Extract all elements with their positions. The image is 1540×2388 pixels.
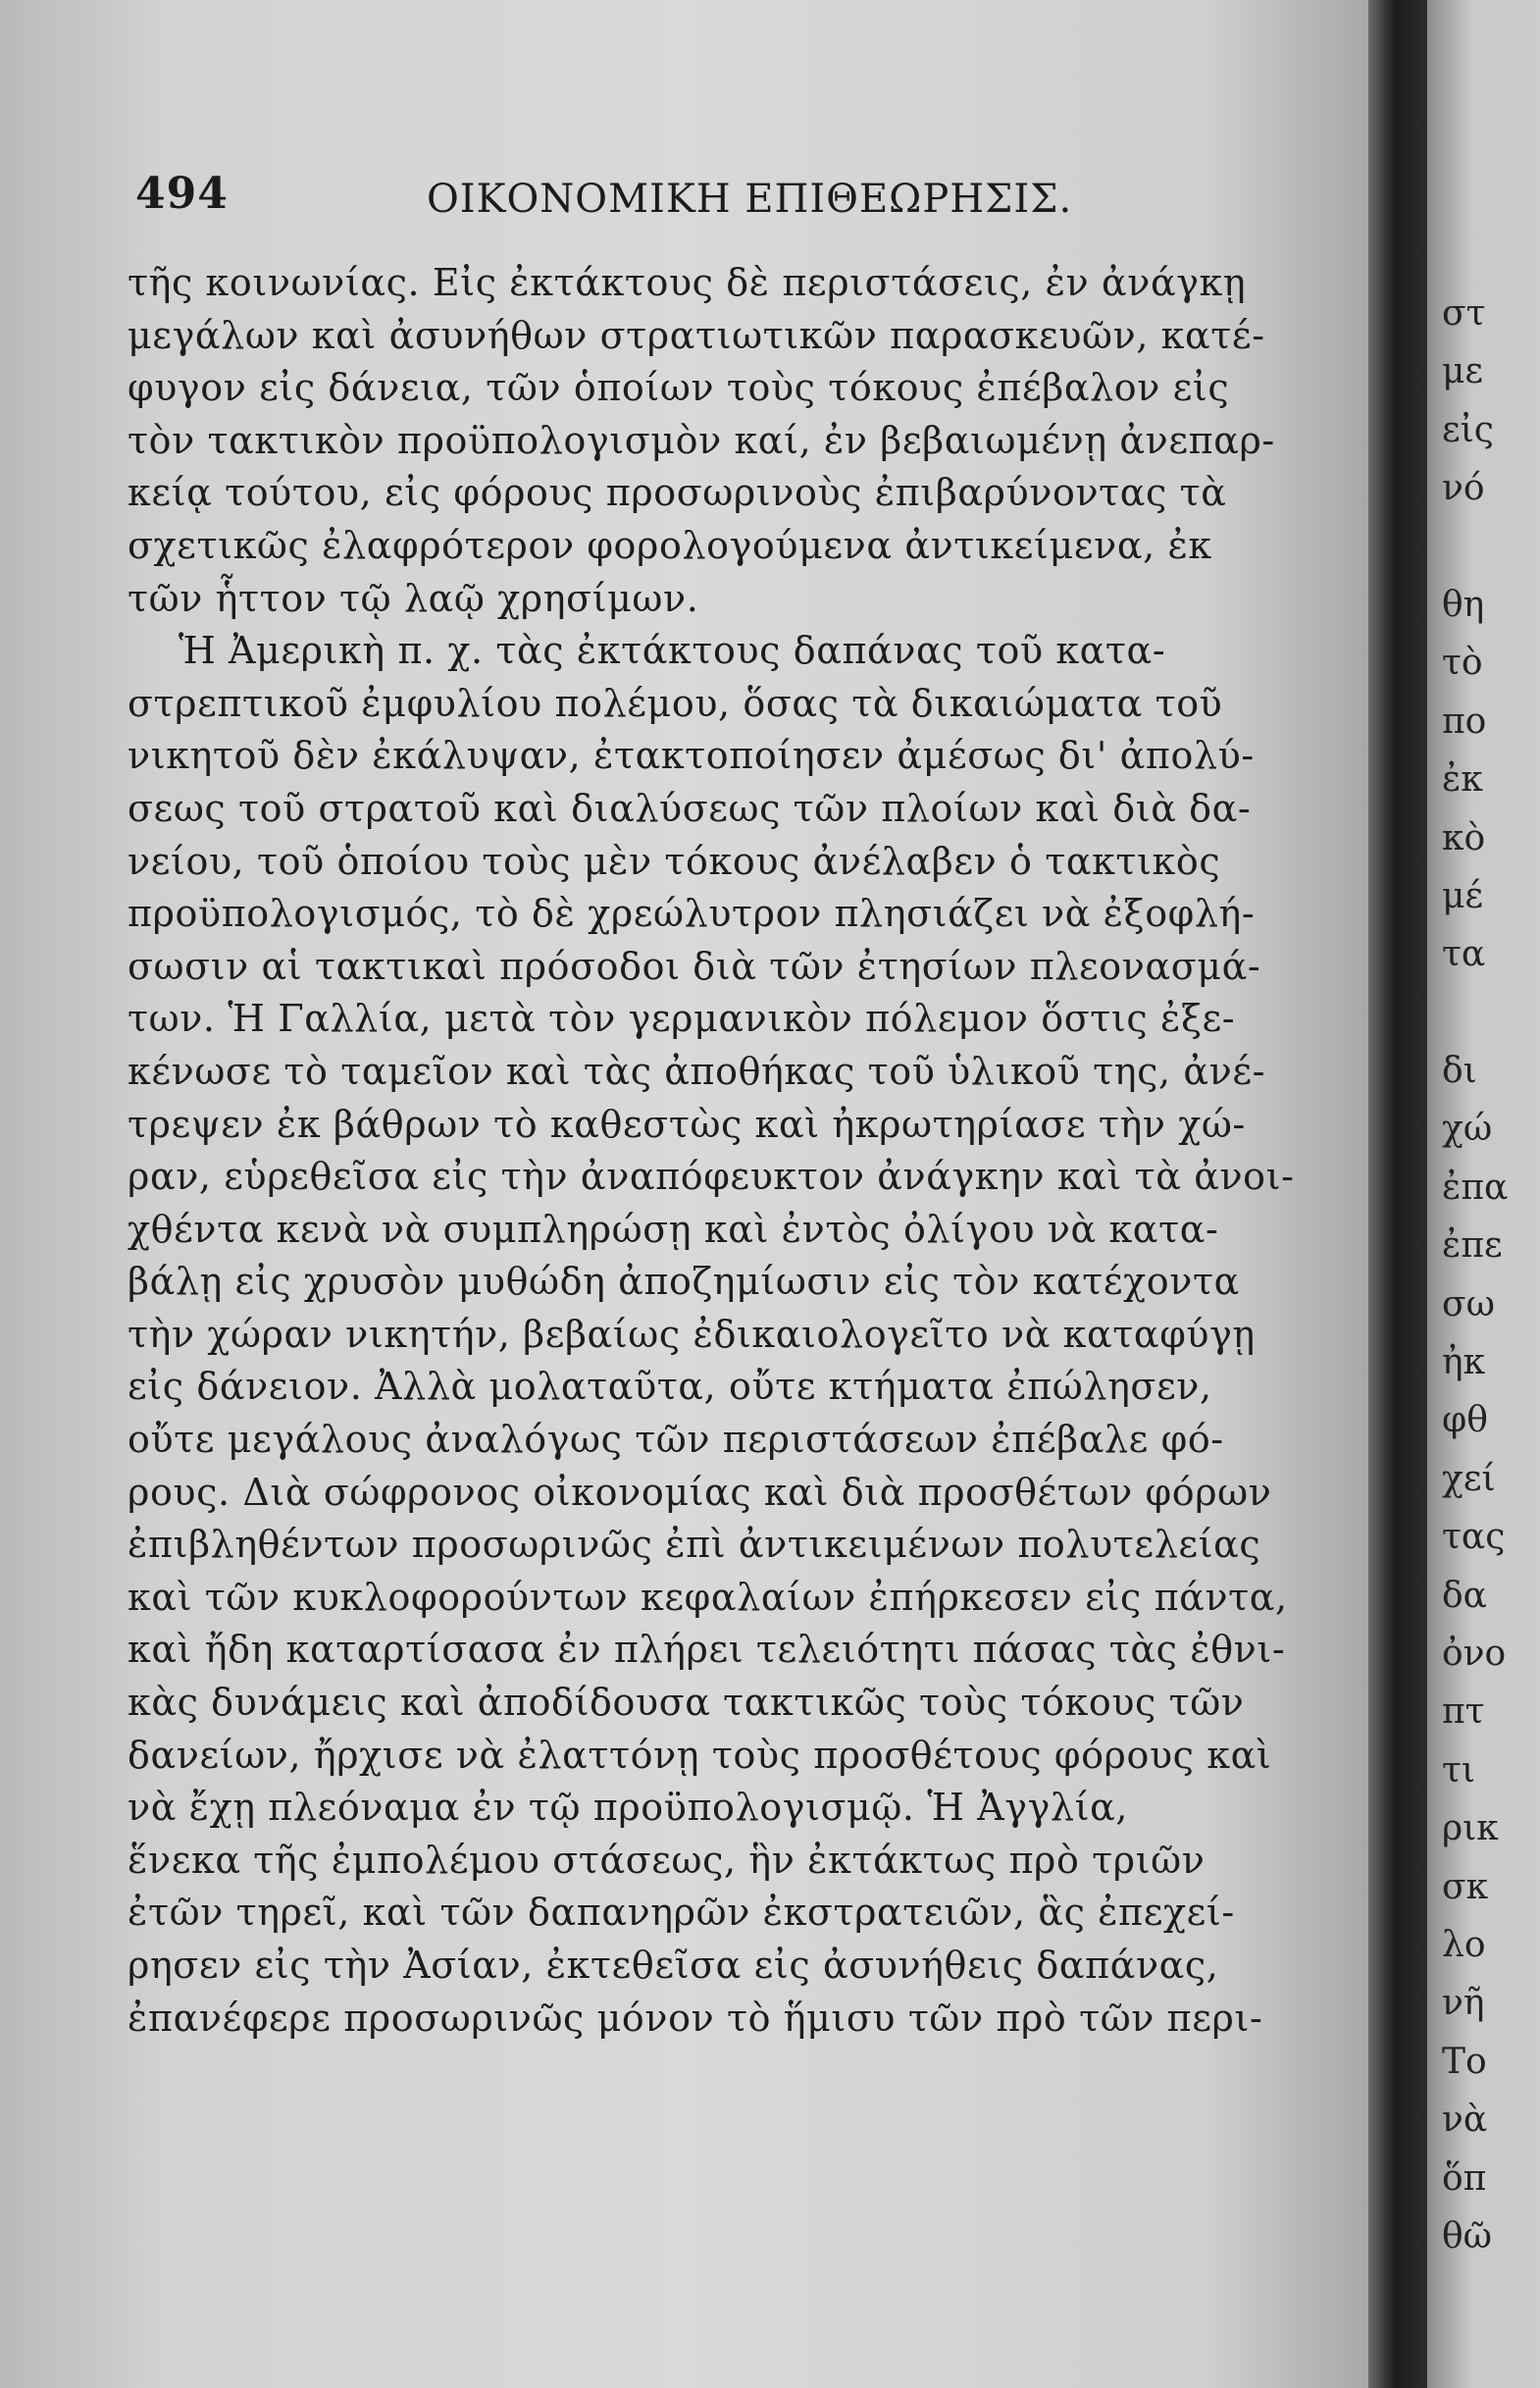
right-page-fragment: φθ: [1442, 1400, 1488, 1441]
text-line: ἐτῶν τηρεῖ, καὶ τῶν δαπανηρῶν ἐκστρατειῶν, ἃς ἐπεχεί-: [128, 1891, 1235, 1935]
text-line: βάλῃ εἰς χρυσὸν μυθώδη ἀποζημίωσιν εἰς τὸν κατέχοντα: [128, 1260, 1240, 1304]
text-line: Ἡ Ἀμερικὴ π. χ. τὰς ἐκτάκτους δαπάνας τοῦ κατα-: [179, 629, 1166, 673]
right-page-fragment: τας: [1442, 1517, 1506, 1558]
text-line: δανείων, ἤρχισε νὰ ἐλαττόνῃ τοὺς προσθέτους φόρους καὶ: [128, 1733, 1272, 1777]
right-page-fragment: δα: [1442, 1575, 1487, 1616]
right-page-fragment: ἐκ: [1442, 759, 1483, 801]
right-page-fragment: μέ: [1442, 875, 1484, 916]
right-page-fragment: δι: [1442, 1051, 1477, 1092]
text-line: ραν, εὑρεθεῖσα εἰς τὴν ἀναπόφευκτον ἀνάγκην καὶ τὰ ἀνοι-: [128, 1155, 1295, 1199]
text-line: κείᾳ τούτου, εἰς φόρους προσωρινοὺς ἐπιβαρύνοντας τὰ: [128, 471, 1227, 515]
right-page-fragment: νό: [1442, 468, 1485, 509]
text-line: τρεψεν ἐκ βάθρων τὸ καθεστὼς καὶ ἠκρωτηρίασε τὴν χώ-: [128, 1102, 1246, 1146]
text-line: τὴν χώραν νικητήν, βεβαίως ἐδικαιολογεῖτο νὰ καταφύγῃ: [128, 1312, 1256, 1356]
text-line: νείου, τοῦ ὁποίου τοὺς μὲν τόκους ἀνέλαβεν ὁ τακτικὸς: [128, 839, 1221, 883]
right-page-fragment: θη: [1442, 584, 1485, 625]
text-line: στρεπτικοῦ ἐμφυλίου πολέμου, ὅσας τὰ δικαιώματα τοῦ: [128, 681, 1223, 725]
text-line: οὔτε μεγάλους ἀναλόγως τῶν περιστάσεων ἐπέβαλε φό-: [128, 1418, 1224, 1462]
text-line: καὶ ἤδη καταρτίσασα ἐν πλήρει τελειότητι πάσας τὰς ἐθνι-: [128, 1628, 1286, 1672]
text-line: ρους. Διὰ σώφρονος οἰκονομίας καὶ διὰ προσθέτων φόρων: [128, 1470, 1272, 1514]
text-line: κὰς δυνάμεις καὶ ἀποδίδουσα τακτικῶς τοὺς τόκους τῶν: [128, 1681, 1245, 1725]
right-page-fragment: ἠκ: [1442, 1342, 1486, 1383]
right-page-fragment: σω: [1442, 1283, 1495, 1324]
right-page-fragment: χώ: [1442, 1109, 1493, 1150]
right-page-fragment: τι: [1442, 1749, 1476, 1791]
text-line: νὰ ἔχῃ πλεόναμα ἐν τῷ προϋπολογισμῷ. Ἡ Ἀγγλία,: [128, 1786, 1129, 1830]
right-page-fragment: [1442, 518, 1508, 576]
text-line: τῶν ἧττον τῷ λαῷ χρησίμων.: [128, 576, 699, 620]
right-page-fragment: νῆ: [1442, 1983, 1485, 2024]
right-page-fragment: [1442, 984, 1508, 1042]
page-number: 494: [135, 169, 229, 219]
text-line: κένωσε τὸ ταμεῖον καὶ τὰς ἀποθήκας τοῦ ὑλικοῦ της, ἀνέ-: [128, 1049, 1266, 1093]
text-line: μεγάλων καὶ ἀσυνήθων στρατιωτικῶν παρασκευῶν, κατέ-: [128, 313, 1265, 357]
text-line: ἐπανέφερε προσωρινῶς μόνον τὸ ἥμισυ τῶν πρὸ τῶν περι-: [128, 1996, 1263, 2040]
text-line: εἰς δάνειον. Ἀλλὰ μολαταῦτα, οὔτε κτήματα ἐπώλησεν,: [128, 1365, 1212, 1409]
right-page-fragment: ἐπε: [1442, 1225, 1503, 1267]
text-line: νικητοῦ δὲν ἐκάλυψαν, ἐτακτοποίησεν ἀμέσως δι' ἀπολύ-: [128, 734, 1255, 778]
right-page-fragment: ρικ: [1442, 1808, 1499, 1849]
right-page-fragments: [1442, 285, 1508, 2265]
right-page-fragment: κὸ: [1442, 817, 1486, 858]
text-line: προϋπολογισμός, τὸ δὲ χρεώλυτρον πλησιάζει νὰ ἐξοφλή-: [128, 892, 1256, 936]
text-line: των. Ἡ Γαλλία, μετὰ τὸν γερμανικὸν πόλεμον ὅστις ἐξε-: [128, 997, 1236, 1041]
right-page-fragment: στ: [1442, 293, 1486, 334]
text-line: ἕνεκα τῆς ἐμπολέμου στάσεως, ἣν ἐκτάκτως πρὸ τριῶν: [128, 1838, 1206, 1882]
book-page-right-edge: [1427, 0, 1540, 2388]
text-line: χθέντα κενὰ νὰ συμπληρώσῃ καὶ ἐντὸς ὀλίγου νὰ κατα-: [128, 1207, 1219, 1251]
right-page-fragment: πτ: [1442, 1691, 1485, 1733]
right-page-fragment: τὸ: [1442, 643, 1483, 684]
text-line: σωσιν αἱ τακτικαὶ πρόσοδοι διὰ τῶν ἐτησίων πλεονασμά-: [128, 944, 1261, 988]
right-page-fragment: ὅπ: [1442, 2157, 1487, 2199]
right-page-fragment: ὀνο: [1442, 1633, 1507, 1674]
text-line: σεως τοῦ στρατοῦ καὶ διαλύσεως τῶν πλοίων καὶ διὰ δα-: [128, 786, 1252, 830]
text-line: τὸν τακτικὸν προϋπολογισμὸν καί, ἐν βεβαιωμένῃ ἀνεπαρ-: [128, 418, 1275, 462]
right-page-fragment: ἐπα: [1442, 1167, 1509, 1208]
page-header: [128, 169, 1256, 237]
right-page-fragment: Το: [1442, 2041, 1487, 2082]
right-page-fragment: λο: [1442, 1924, 1486, 1965]
right-page-fragment: νὰ: [1442, 2100, 1488, 2141]
right-page-fragment: χεί: [1442, 1458, 1496, 1499]
text-line: σχετικῶς ἐλαφρότερον φορολογούμενα ἀντικείμενα, ἐκ: [128, 523, 1212, 567]
text-line: τῆς κοινωνίας. Εἰς ἐκτάκτους δὲ περιστάσεις, ἐν ἀνάγκῃ: [128, 261, 1247, 304]
body-text: [128, 257, 1295, 2045]
running-title: ΟΙΚΟΝΟΜΙΚΗ ΕΠΙΘΕΩΡΗΣΙΣ.: [427, 177, 1073, 222]
right-page-fragment: με: [1442, 351, 1484, 392]
right-page-fragment: τα: [1442, 934, 1486, 975]
text-line: καὶ τῶν κυκλοφορούντων κεφαλαίων ἐπήρκεσεν εἰς πάντα,: [128, 1575, 1288, 1619]
text-line: φυγον εἰς δάνεια, τῶν ὁποίων τοὺς τόκους ἐπέβαλον εἰς: [128, 366, 1230, 410]
right-page-fragment: θῶ: [1442, 2215, 1493, 2257]
book-gutter: [1368, 0, 1427, 2388]
right-page-fragment: πο: [1442, 701, 1487, 742]
right-page-fragment: εἰς: [1442, 409, 1494, 450]
text-line: ρησεν εἰς τὴν Ἀσίαν, ἐκτεθεῖσα εἰς ἀσυνήθεις δαπάνας,: [128, 1944, 1219, 1987]
text-line: ἐπιβληθέντων προσωρινῶς ἐπὶ ἀντικειμένων πολυτελείας: [128, 1523, 1261, 1567]
right-page-fragment: σκ: [1442, 1866, 1489, 1907]
